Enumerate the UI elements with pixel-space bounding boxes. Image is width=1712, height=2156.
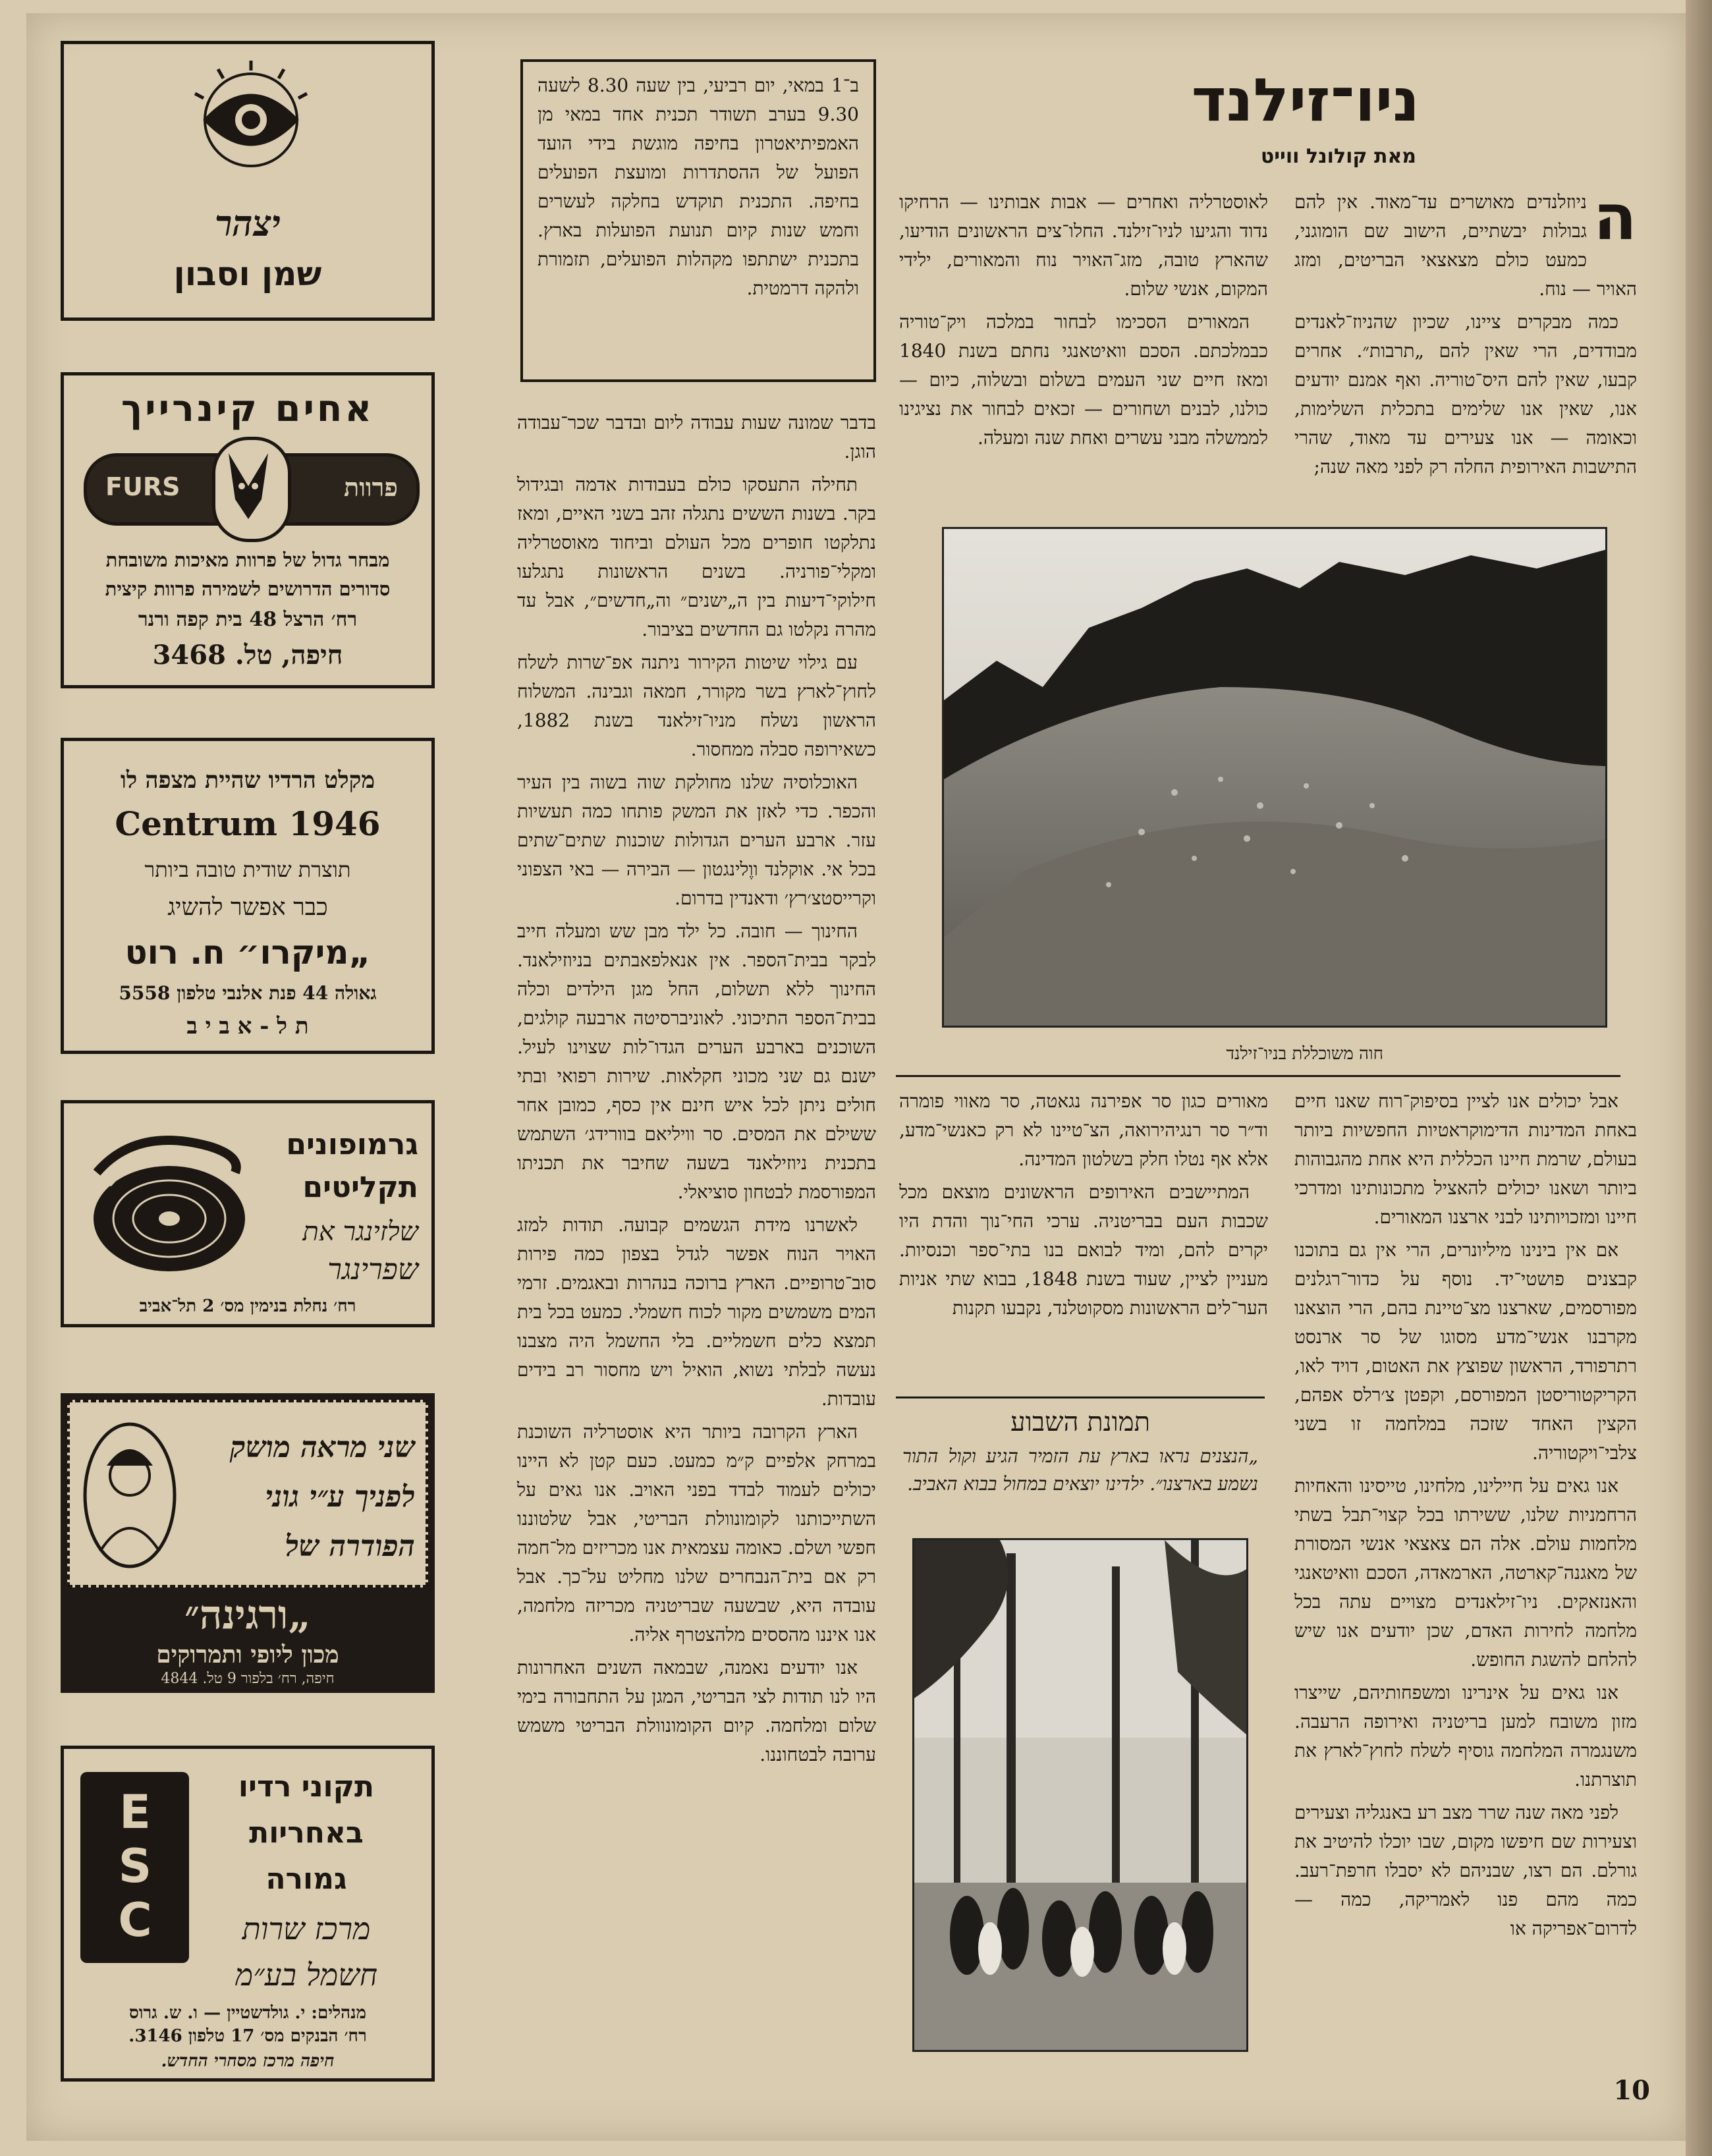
article-para: לאשרנו מידת הגשמים קבועה. תודות למזג האויר הנוח אפשר לגדל בצפון כמה פירות סוב־טרופיים. הארץ ברוכה בנהרות ובאגמים. זרמי המים משמשים מקור לכוח חשמלי. כמעט בכל בית תמצא כלים חשמליים. בלי החשמל היה מצבנו נעשה לבלתי נשוא, הואיל ויש מחסור רב בידים עובדות. — [517, 1214, 876, 1410]
article-para: אם אין בינינו מיליונרים, הרי אין גם בתוכנו קבצנים פושטי־יד. נוסף על כדור־רגלנים מפורסמים, שארצנו מצ־טיינת בהם, הרי הוצאנו מקרבנו אנשי־מדע מסוגו של סר ארנסט רתרפורד, הראשון שפוצץ את האטום, דויד לאו, הקריקטוריסטן המפורסם, וקפטן צ׳רלס אפהם, הקצין האחד שזכה במלחמה זו בשני צלבי־ויקטוריה. — [1294, 1239, 1637, 1464]
magazine-page — [26, 13, 1686, 2141]
esc-managers: מנהלים: י. גולדשטיין — ו. ש. גרוס — [128, 2003, 367, 2023]
article-para: החינוך — חובה. כל ילד מבן שש ומעלה חייב לבקר בבית־הספר. אין אנאלפאבתים בניוזילאנד. החינוך ללא תשלום, החל מגן הילדים וכלה בבית־הספר התיכוני. לאוניברסיטה ארבעה קולגים, השוכנים בארבע הערים הגדו־לות שצוינו לעיל. ישנם גם שני מכוני חקלאות. שירות רפואי ובתי חולים ניתן לכל איש חינם אין כסף, כמובן אחר ששילם את המסים. סר וויליאם בוורידג׳ השתמש בתכנית ניוזילאנד בשעה שחיבר את תכניתו המפורסמת לבטחון סוציאלי. — [517, 920, 876, 1203]
article-byline: מאת קולונל ווייט — [1260, 145, 1416, 168]
esc-address: רח׳ הבנקים מס׳ 17 טלפון 3146. — [128, 2026, 367, 2046]
article-para: אבל יכולים אנו לציין בסיפוק־רוח שאנו חיים באחת המדינות הדימוקראטיות החפשיות ביותר בעולם, שרמת חיינו הכללית היא אחת מהגבוהות ביותר ושאנו יכולים להאציל מתכונותינו ומדרכי חיינו ומזכויותינו לבני ארצנו המאורים. — [1294, 1090, 1637, 1228]
woman-portrait-icon — [80, 1420, 179, 1571]
kinreich-line1: מבחר גדול של פרוות מאיכות משובחת — [105, 549, 390, 571]
article-para: האוכלוסיה שלנו מחולקת שוה בשוה בין העיר והכפר. כדי לאזן את המשק פותחו כמה תעשיות עזר. ארבע הערים הגדולות שוכנות שתים־שתים בכל אי. אוקלנד ווֶלינגטון — הבירה — באי הצפוני וקרייסטצ׳רץ׳ ודאנדין בדרום. — [517, 771, 876, 909]
radio-dealer: „מיקרו״ ח. רוט — [124, 933, 371, 972]
binding-spine — [1686, 0, 1712, 2156]
virgina-script1: שני מראה מושק — [230, 1431, 415, 1464]
kinreich-badge-furs: FURS — [105, 472, 180, 501]
article-para: בדבר שמונה שעות עבודה ליום ובדבר שכר־עבודה הוגן. — [517, 412, 876, 462]
esc-line3: גמורה — [265, 1862, 347, 1896]
esc-line4: מרכז שרות — [242, 1911, 371, 1947]
radio-line4: כבר אפשר להשיג — [167, 894, 328, 921]
week-photo-top-rule — [896, 1396, 1265, 1398]
virgina-script3: הפודרה של — [285, 1530, 415, 1563]
article-para: כמה מבקרים ציינו, שכיון שהניוז־לאנדים מבודדים, הרי שאין להם „תרבות״. אחרים קבעו, שאין להם היס־טוריה. ואף אמנם יודעים אנו, שאין אנו שלימים בתכלית השלימות, וכאומה — אנו צעירים עד מאוד, שהרי התישבות האירופית החלה רק לפני מאה שנה; — [1294, 311, 1637, 478]
ad-gramophone — [61, 1100, 435, 1327]
yitzhar-tagline: שמן וסבון — [173, 255, 322, 293]
kinreich-line2: סדורים הדרושים לשמירה פרוות קיצית — [105, 578, 391, 600]
esc-line5: חשמל בע״מ — [235, 1957, 378, 1993]
article-para: מאורים כגון סר אפירנה נגאטה, סר מאווי פומרה וד״ר סר רנגיהירואה, הצ־טיינו לא רק כאנשי־מדע, אלא אף נטלו חלק בשלטון המדינה. — [899, 1090, 1268, 1170]
page-number: 10 — [1613, 2075, 1650, 2106]
dropcap: ה — [1593, 180, 1637, 254]
article-para: אנו גאים על חיילינו, מלחינו, טייסינו והאחיות הרחמניות שלנו, ששירתו בכל קצוי־תבל בשתי מלחמות עולם. אלה הם צאצאי אנשי המסורת של מאגנה־קארטה, הארמאדה, הסכם וואיטאנגי והאנזאקים. ניו־זילאנדים מצויים עתה בכל מלחמה לחירות האדם, שכן יודעים אנו שיש להלחם להשגת החופש. — [1294, 1475, 1637, 1671]
article-para: אנו יודעים נאמנה, שבמאה השנים האחרונות היו לנו תודות לצי הבריטי, המגן על התחבורה בימי שלום ומלחמה. קיום הקומונוולת הבריטי משמש ערובה לבטחוננו. — [517, 1657, 876, 1765]
gramophone-line2: תקליטים — [302, 1171, 418, 1204]
esc-logo — [80, 1772, 189, 1963]
radio-line3: תוצרת שודית טובה ביותר — [144, 857, 351, 882]
article-para: המתיישבים האירופים הראשונים מוצאם מכל שכבות העם בבריטניה. ערכי החי־נוך והדת היו יקרים להם, ומיד לבואם בנו בתי־ספר וכנסיות. מעניין לציין, שעוד בשנת 1848, בבוא שתי אניות הער־לים הראשונות מסקוטלנד, נקבעו תקנות — [899, 1181, 1268, 1319]
broadcast-notice — [520, 59, 876, 382]
virgina-script2: לפניך ע״י גוני — [265, 1480, 415, 1514]
caption-rule — [896, 1075, 1620, 1077]
article-para: לאוסטרליה ואחרים — אבות אבותינו — הרחיקו נדוד והגיעו לניו־זילנד. החלו־צים הראשונים הודיעו, שהארץ טובה, מזג־האויר נוח והמאורים, ילידי המקום, אנשי שלום. — [899, 191, 1268, 300]
article-col-lower-left — [899, 1087, 1268, 1383]
kinreich-title: אחים קינרייך — [121, 387, 375, 430]
ad-yitzhar — [61, 41, 435, 321]
kinreich-line4: חיפה, טל. 3468 — [152, 640, 343, 671]
esc-city: חיפה מרכז מסחרי החדש. — [161, 2051, 335, 2071]
article-para: הארץ הקרובה ביותר היא אוסטרליה השוכנת במרחק אלפיים ק״מ כמעט. כעם קטן לא היינו יכולים לעמוד לבדד בפני האויב. אנו גאים על השתייכותנו לקומונוולת הבריטי, אבל שלטוננו חפשי ושלם. כאומה עצמאית אנו מכריזים מל־חמה רק אם בית־הנבחרים שלנו מחליט על־כך. אבל עובדה היא, שבשעה שבריטניה מכריזה מלחמה, אנו איננו מהססים מלהצטרף אליה. — [517, 1421, 876, 1645]
virgina-brand: „ורגינה״ — [184, 1592, 311, 1638]
week-photo-heading: תמונת השבוע — [1010, 1407, 1150, 1437]
radio-line1: מקלט הרדיו שהיית מצפה לו — [120, 767, 375, 794]
farm-photo — [942, 527, 1607, 1028]
farm-photo-caption: חוה משוכללת בניו־זילנד — [1226, 1044, 1383, 1064]
ad-kinreich — [61, 372, 435, 688]
gramophone-line1: גרמופונים — [286, 1128, 418, 1161]
article-col-right — [1294, 180, 1637, 530]
article-para: ניוזלנדים מאושרים עד־מאוד. אין להם גבולות יבשתיים, הישוב שם הומוגני, כמעט כולם מצאצאי הבריטים, ומזג האויר — נוח. — [1294, 191, 1637, 300]
ad-esc — [61, 1746, 435, 2082]
radio-brand: Centrum 1946 — [115, 804, 381, 843]
esc-logo-text: ESC — [108, 1785, 162, 1947]
gramophone-line4: שפרינגר — [327, 1253, 418, 1286]
ad-centrum-radio — [61, 738, 435, 1054]
article-col-left — [899, 188, 1268, 530]
esc-line2: באחריות — [249, 1816, 364, 1850]
kinreich-line3: רח׳ הרצל 48 בית קפה ורנר — [138, 608, 358, 631]
article-para: לפני מאה שנה שרר מצב רע באנגליה וצעירים וצעירות שם חיפשו מקום, שבו יוכלו להיטיב את גורלם. הם רצו, שבניהם לא יסבלו חרפת־רעב. כמה מהם פנו לאמריקה, כמה — לדרום־אפריקה או — [1294, 1802, 1637, 1939]
broadcast-notice-text: ב־1 במאי, יום רביעי, בין שעה 8.30 לשעה 9.30 בערב תשודר תכנית אחד במאי מן האמפיתיאטרון בחיפה מוגשת בידי הועד הפועל של ההסתדרות ומועצת הפועלים בחיפה. התכנית תוקדש בחלקה לעשרים וחמש שנות קיום תנועת הפועלות בארץ. בתכנית ישתתפו מקהלות הפועלים, תזמורת ולהקה דרמטית. — [538, 74, 859, 299]
article-col-mid — [517, 408, 876, 2095]
radio-city: ת ל - א ב י ב — [186, 1013, 309, 1039]
radio-address: גאולה 44 פנת אלנבי טלפון 5558 — [119, 982, 377, 1004]
week-photo-caption: „הנצנים נראו בארץ עת הזמיר הגיע וקול התור נשמע בארצנו״. ילדינו יוצאים במחול בבוא האביב. — [902, 1445, 1258, 1495]
ad-virgina — [61, 1393, 435, 1693]
article-para: עם גילוי שיטות הקירור ניתנה אפ־שרות לשלח לחוץ־לארץ בשר מקורר, חמאה וגבינה. המשלוח הראשון נשלח מניו־זילאנד בשנת 1882, כשאירופה סבלה ממחסור. — [517, 651, 876, 760]
article-para: המאורים הסכימו לבחור במלכה ויק־טוריה כבמלכתם. הסכם וואיטאנגי נחתם בשנת 1840 ומאז חיים שני העמים בשלום ובשלוה, כיום — כולנו, לבנים ושחורים — זכאים לבחור את נציגינו לממשלה מבני עשרים ואחת שנה ומעלה. — [899, 311, 1268, 449]
gramophone-record-icon — [84, 1126, 255, 1278]
fox-icon — [212, 437, 291, 542]
virgina-sub: מכון ליופי ותמרוקים — [156, 1641, 339, 1669]
virgina-address: חיפה, רח׳ בלפור 9 טל. 4844 — [161, 1671, 335, 1687]
article-para: תחילה התעסקו כולם בעבודות אדמה ובגידול בקר. בשנות הששים נתגלה זהב בשני האיים, ומאז נתלקטו חופרים מכל העולם וביחוד מאוסטרליה ומקלי־פורניה. בשנים הראשונות נתגלעו חילוקי־דיעות בין ה„ישנים״ וה„חדשים״, אבל עד מהרה נקלטו גם החדשים בציבור. — [517, 474, 876, 640]
article-para: אנו גאים על אינרינו ומשפחותיהם, שייצרו מזון משובח למען בריטניה ואירופה הרעבה. משנגמרה המלחמה גוסיף לשלח לחוץ־לארץ את תוצרתנו. — [1294, 1682, 1637, 1790]
esc-line1: תקוני רדיו — [238, 1770, 375, 1804]
gramophone-line3: שלזינגר את — [302, 1217, 418, 1247]
yitzhar-logo-icon — [179, 57, 323, 209]
children-dancing-photo — [912, 1538, 1248, 2052]
article-title: ניו־זילנד — [1191, 66, 1420, 135]
article-col-lower-right — [1294, 1087, 1637, 2049]
yitzhar-logo-text: יצהר — [214, 202, 281, 244]
kinreich-badge — [84, 453, 420, 526]
kinreich-badge-hebrew: פרוות — [344, 472, 398, 502]
gramophone-address: רח׳ נחלת בנימין מס׳ 2 תל־אביב — [139, 1296, 356, 1316]
